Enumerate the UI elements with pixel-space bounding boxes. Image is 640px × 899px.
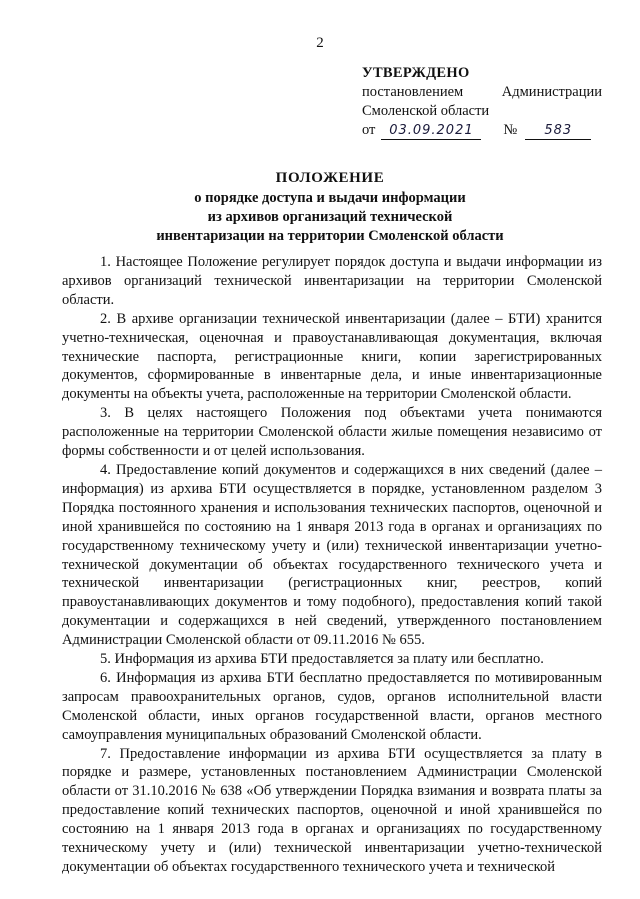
approval-word-2: Администрации xyxy=(501,84,602,100)
title-main: ПОЛОЖЕНИЕ xyxy=(275,170,385,186)
paragraph-5: 5. Информация из архива БТИ предоставляется за плату или бесплатно. xyxy=(100,651,544,668)
paragraph-3: 3. В целях настоящего Положения под объектами учета понимаются расположенные на территории Смоленской области жилые помещения независимо от формы собственности и от целей использования. xyxy=(62,405,602,460)
paragraph-4: 4. Предоставление копий документов и содержащихся в них сведений (далее – информация) из архива БТИ осуществляется в порядке, установленном разделом 3 Порядка постоянного хранения и использования технических паспортов, оценочной и иной хранившейся по состоянию на 1 января 2013 года в органах и организациях по государственному техническому учету и (или) технической инвентаризации учетно-технической документации об объектах государственного технического учета и технической инвентаризации (регистрационных книг, реестров, копий правоустанавливающих документов и тому подобного), предоставления копий такой документации и содержащихся в ней сведений, утвержденного постановлением Администрации Смоленской области от 09.11.2016 № 655. xyxy=(62,461,602,649)
date-prefix: от xyxy=(362,122,376,138)
paragraph-6: 6. Информация из архива БТИ бесплатно предоставляется по мотивированным запросам правоохранительных органов, судов, органов исполнительной власти Смоленской области, иных органов государственной власти, органов местного самоуправления муниципальных образований Смоленской области. xyxy=(62,669,602,743)
paragraph-2: 2. В архиве организации технической инвентаризации (далее – БТИ) хранится учетно-техническая, оценочная и правоустанавливающая документация, включая технические паспорта, регистрационные книги, копии зарегистрированных документов, сформированные в инвентарные дела, и иные инвентаризационные документы на объекты учета, расположенные на территории Смоленской области. xyxy=(62,310,602,403)
approval-line-2: Смоленской области xyxy=(362,103,490,119)
handwritten-number: 583 xyxy=(525,123,591,140)
approval-line-1 xyxy=(362,83,602,102)
approval-date-number-line xyxy=(362,121,602,140)
document-body xyxy=(62,253,602,877)
page-number: 2 xyxy=(316,35,324,51)
approval-heading: УТВЕРЖДЕНО xyxy=(362,65,470,81)
handwritten-date: 03.09.2021 xyxy=(381,123,481,140)
approval-stamp xyxy=(362,64,602,140)
paragraph-7: 7. Предоставление информации из архива БТИ осуществляется за плату в порядке и размере, установленных постановлением Администрации Смоленской области от 31.10.2016 № 638 «Об утверждении Порядка взимания и возврата платы за предоставление копий технических паспортов, оценочной и иной хранившейся по состоянию на 1 января 2013 года в органах и организациях по государственному техническому учету и (или) технической инвентаризации учетно-технической документации об объектах государственного технического учета и технической xyxy=(62,745,602,875)
approval-word-1: постановлением xyxy=(362,84,464,100)
document-title xyxy=(60,169,600,246)
title-line-2: из архивов организаций технической xyxy=(207,209,453,225)
title-line-3: инвентаризации на территории Смоленской области xyxy=(156,228,504,244)
number-sign: № xyxy=(503,122,518,138)
title-line-1: о порядке доступа и выдачи информации xyxy=(194,190,466,206)
paragraph-1: 1. Настоящее Положение регулирует порядок доступа и выдачи информации из архивов организаций технической инвентаризации на территории Смоленской области. xyxy=(62,254,602,308)
